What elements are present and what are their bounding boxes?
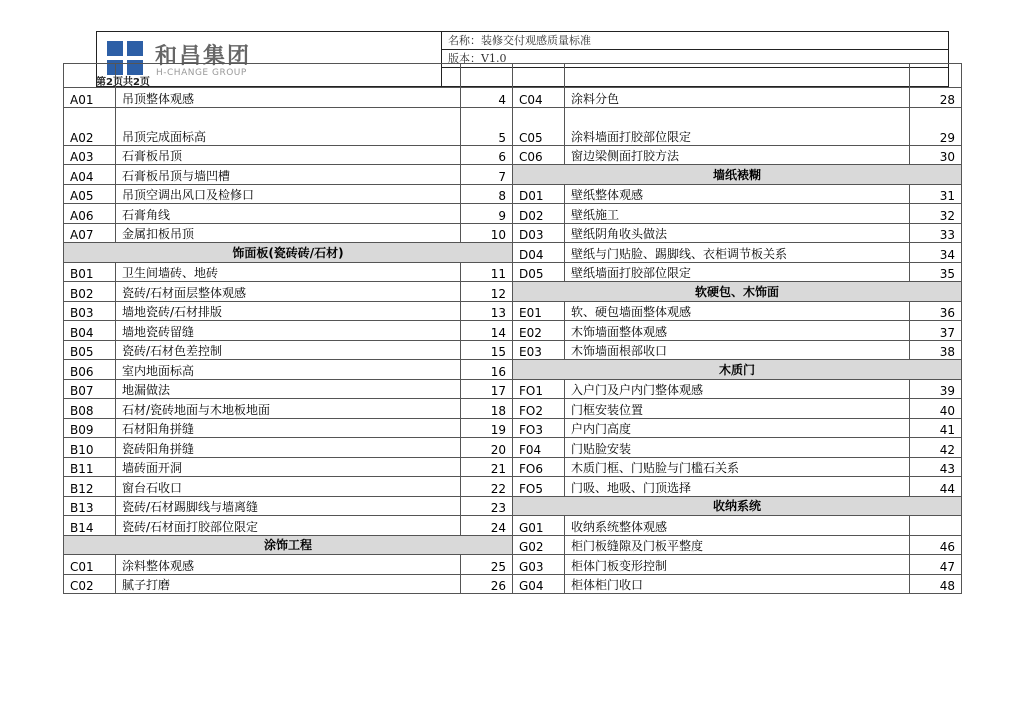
table-row: [64, 340, 962, 360]
page-number: 46: [910, 535, 962, 555]
section-heading: 收纳系统: [513, 496, 962, 516]
item-title: 瓷砖/石材色差控制: [116, 340, 461, 360]
item-title: 瓷砖/石材面层整体观感: [116, 282, 461, 302]
item-code: D05: [513, 262, 565, 282]
item-code: B12: [64, 477, 116, 497]
page-number: 6: [461, 145, 513, 165]
page-number: 14: [461, 321, 513, 341]
page-number: 20: [461, 438, 513, 458]
document-version: 版本：V1.0: [442, 50, 948, 68]
page-indicator: 第2页共2页: [96, 77, 150, 88]
item-code: G03: [513, 555, 565, 575]
item-code: A05: [64, 184, 116, 204]
item-code: E03: [513, 340, 565, 360]
page-number: 7: [461, 165, 513, 185]
page-number: 34: [910, 243, 962, 263]
item-code: B08: [64, 399, 116, 419]
item-code: A02: [64, 107, 116, 145]
page-number: 33: [910, 223, 962, 243]
item-title: 壁纸整体观感: [565, 184, 910, 204]
item-code: G02: [513, 535, 565, 555]
page-number: 39: [910, 379, 962, 399]
item-title: 吊顶空调出风口及检修口: [116, 184, 461, 204]
table-row: [64, 574, 962, 594]
item-code: C04: [513, 88, 565, 108]
item-code: B01: [64, 262, 116, 282]
item-title: 墙砖面开洞: [116, 457, 461, 477]
item-code: C06: [513, 145, 565, 165]
page-number: 38: [910, 340, 962, 360]
table-row: [64, 477, 962, 497]
item-title: 涂料分色: [565, 88, 910, 108]
table-row: [64, 535, 962, 555]
table-row: [64, 262, 962, 282]
table-row: [64, 282, 962, 302]
page-number: 17: [461, 379, 513, 399]
item-title: 柜体柜门收口: [565, 574, 910, 594]
item-title: 柜门板缝隙及门板平整度: [565, 535, 910, 555]
table-row: [64, 321, 962, 341]
table-row: [64, 145, 962, 165]
item-code: A04: [64, 165, 116, 185]
item-code: C01: [64, 555, 116, 575]
item-title: 收纳系统整体观感: [565, 516, 910, 536]
item-title: 户内门高度: [565, 418, 910, 438]
item-code: D03: [513, 223, 565, 243]
page-number: 31: [910, 184, 962, 204]
item-code: B09: [64, 418, 116, 438]
item-title: 木饰墙面根部收口: [565, 340, 910, 360]
item-code: G01: [513, 516, 565, 536]
table-row: [64, 64, 962, 88]
table-row: [64, 496, 962, 516]
item-title: 吊顶完成面标高: [116, 107, 461, 145]
item-title: 地漏做法: [116, 379, 461, 399]
item-code: B14: [64, 516, 116, 536]
section-heading: 墙纸裱糊: [513, 165, 962, 185]
page-number: 15: [461, 340, 513, 360]
item-title: 涂料整体观感: [116, 555, 461, 575]
page-number: 36: [910, 301, 962, 321]
logo-english-name: H-CHANGE GROUP: [156, 68, 247, 78]
item-title: 瓷砖阳角拼缝: [116, 438, 461, 458]
page-number: 25: [461, 555, 513, 575]
item-code: B13: [64, 496, 116, 516]
page-number: 48: [910, 574, 962, 594]
table-row: [64, 457, 962, 477]
item-code: B05: [64, 340, 116, 360]
page-number: 29: [910, 107, 962, 145]
page-number: 41: [910, 418, 962, 438]
page-number: 19: [461, 418, 513, 438]
page-number: 35: [910, 262, 962, 282]
item-code: FO5: [513, 477, 565, 497]
item-title: 瓷砖/石材踢脚线与墙离缝: [116, 496, 461, 516]
contents-table: [63, 63, 962, 594]
item-code: B07: [64, 379, 116, 399]
item-code: B10: [64, 438, 116, 458]
item-code: FO3: [513, 418, 565, 438]
item-title: 吊顶整体观感: [116, 88, 461, 108]
item-code: A07: [64, 223, 116, 243]
item-code: B02: [64, 282, 116, 302]
item-title: 入户门及户内门整体观感: [565, 379, 910, 399]
page-number: 22: [461, 477, 513, 497]
item-title: 壁纸墙面打胶部位限定: [565, 262, 910, 282]
item-code: A03: [64, 145, 116, 165]
item-title: 门贴脸安装: [565, 438, 910, 458]
item-code: D02: [513, 204, 565, 224]
item-title: 墙地瓷砖/石材排版: [116, 301, 461, 321]
page-number: 43: [910, 457, 962, 477]
table-row: [64, 379, 962, 399]
page-number: 47: [910, 555, 962, 575]
table-row: [64, 516, 962, 536]
page-number: 26: [461, 574, 513, 594]
page-number: 24: [461, 516, 513, 536]
item-code: FO6: [513, 457, 565, 477]
table-row: [64, 204, 962, 224]
item-title: 金属扣板吊顶: [116, 223, 461, 243]
table-row: [64, 399, 962, 419]
logo-chinese-name: 和昌集团: [155, 44, 252, 69]
page-number: 4: [461, 88, 513, 108]
item-code: D04: [513, 243, 565, 263]
item-code: C05: [513, 107, 565, 145]
item-title: 腻子打磨: [116, 574, 461, 594]
item-title: 卫生间墙砖、地砖: [116, 262, 461, 282]
item-title: 窗边梁侧面打胶方法: [565, 145, 910, 165]
item-code: FO1: [513, 379, 565, 399]
item-title: 柜体门板变形控制: [565, 555, 910, 575]
table-row: [64, 418, 962, 438]
item-title: 门框安装位置: [565, 399, 910, 419]
table-row: [64, 107, 962, 145]
item-title: 石膏角线: [116, 204, 461, 224]
page-number: 40: [910, 399, 962, 419]
table-row: [64, 165, 962, 185]
item-code: [513, 64, 565, 88]
item-title: 木质门框、门贴脸与门槛石关系: [565, 457, 910, 477]
item-title: 石膏板吊顶: [116, 145, 461, 165]
page-number: 10: [461, 223, 513, 243]
item-title: [565, 64, 910, 88]
page-number: [461, 64, 513, 88]
item-title: 木饰墙面整体观感: [565, 321, 910, 341]
item-code: F04: [513, 438, 565, 458]
item-title: 墙地瓷砖留缝: [116, 321, 461, 341]
page-number: 11: [461, 262, 513, 282]
page-number: [910, 516, 962, 536]
page-number: 28: [910, 88, 962, 108]
page-number: 13: [461, 301, 513, 321]
item-title: 石膏板吊顶与墙凹槽: [116, 165, 461, 185]
table-row: [64, 88, 962, 108]
page-number: [910, 64, 962, 88]
item-code: B04: [64, 321, 116, 341]
item-title: 软、硬包墙面整体观感: [565, 301, 910, 321]
item-title: 室内地面标高: [116, 360, 461, 380]
document-name: 名称：装修交付观感质量标准: [442, 32, 948, 50]
page-number: 18: [461, 399, 513, 419]
page-number: 44: [910, 477, 962, 497]
page-number: 9: [461, 204, 513, 224]
item-title: 涂料墙面打胶部位限定: [565, 107, 910, 145]
table-row: [64, 223, 962, 243]
table-row: [64, 243, 962, 263]
item-title: [116, 64, 461, 88]
section-heading: 饰面板(瓷砖砖/石材): [64, 243, 513, 263]
item-code: A01: [64, 88, 116, 108]
item-code: B11: [64, 457, 116, 477]
page-number: 23: [461, 496, 513, 516]
item-title: 壁纸施工: [565, 204, 910, 224]
page-number: 8: [461, 184, 513, 204]
item-title: 门吸、地吸、门顶选择: [565, 477, 910, 497]
item-title: 壁纸与门贴脸、踢脚线、衣柜调节板关系: [565, 243, 910, 263]
item-code: B06: [64, 360, 116, 380]
item-title: 壁纸阴角收头做法: [565, 223, 910, 243]
page-number: 32: [910, 204, 962, 224]
item-code: E02: [513, 321, 565, 341]
item-code: D01: [513, 184, 565, 204]
item-code: B03: [64, 301, 116, 321]
item-code: G04: [513, 574, 565, 594]
item-code: A06: [64, 204, 116, 224]
section-heading: 涂饰工程: [64, 535, 513, 555]
page-number: 16: [461, 360, 513, 380]
section-heading: 木质门: [513, 360, 962, 380]
item-code: FO2: [513, 399, 565, 419]
table-row: [64, 301, 962, 321]
page-number: 30: [910, 145, 962, 165]
item-title: 石材阳角拼缝: [116, 418, 461, 438]
page-number: 5: [461, 107, 513, 145]
item-title: 瓷砖/石材面打胶部位限定: [116, 516, 461, 536]
item-title: 石材/瓷砖地面与木地板地面: [116, 399, 461, 419]
table-row: [64, 360, 962, 380]
page-number: 21: [461, 457, 513, 477]
table-row: [64, 555, 962, 575]
item-title: 窗台石收口: [116, 477, 461, 497]
page-number: 12: [461, 282, 513, 302]
page-number: 42: [910, 438, 962, 458]
section-heading: 软硬包、木饰面: [513, 282, 962, 302]
table-row: [64, 184, 962, 204]
item-code: E01: [513, 301, 565, 321]
item-code: C02: [64, 574, 116, 594]
page-number: 37: [910, 321, 962, 341]
table-row: [64, 438, 962, 458]
